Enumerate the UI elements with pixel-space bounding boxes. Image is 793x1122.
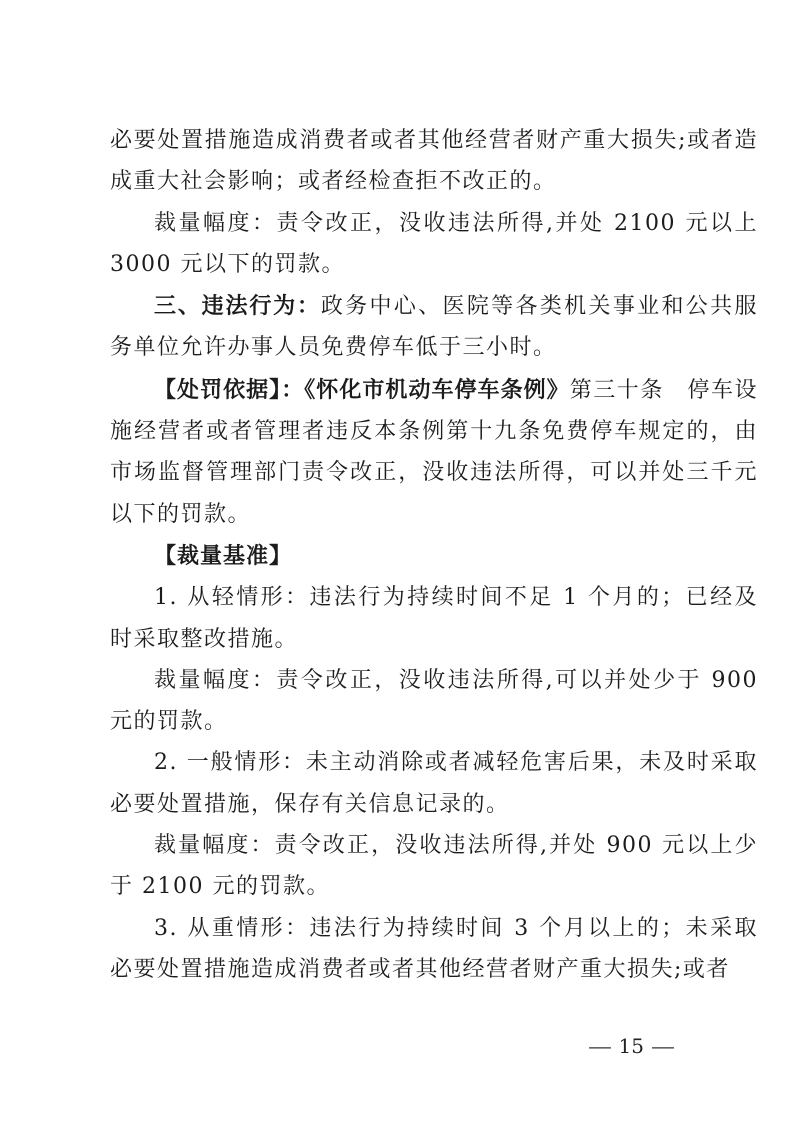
paragraph <box>110 285 758 369</box>
paragraph <box>110 825 758 908</box>
paragraph-text-segment: 裁量幅度：责令改正，没收违法所得,可以并处少于 900 元的罚款。 <box>110 667 758 735</box>
footer-left-dash: — <box>587 1034 612 1058</box>
paragraph <box>110 577 758 660</box>
paragraph-text-segment: 3. 从重情形：违法行为持续时间 3 个月以上的；未采取必要处置措施造成消费者或者其他经营者财产重大损失;或者 <box>110 915 758 982</box>
paragraph <box>110 203 758 286</box>
page-footer <box>581 1032 682 1060</box>
paragraph-bold-segment: 三、违法行为： <box>154 293 321 319</box>
paragraph-text-segment: 1. 从轻情形：违法行为持续时间不足 1 个月的；已经及时采取整改措施。 <box>110 585 758 652</box>
paragraph-text-segment: 必要处置措施造成消费者或者其他经营者财产重大损失;或者造成重大社会影响；或者经检查拒不改正的。 <box>110 128 758 195</box>
paragraph <box>110 369 758 535</box>
paragraph-text-segment: 2. 一般情形：未主动消除或者减轻危害后果，未及时采取必要处置措施，保存有关信息记录的。 <box>110 750 758 817</box>
paragraph-text-segment: 裁量幅度：责令改正，没收违法所得,并处 900 元以上少于 2100 元的罚款。 <box>110 833 758 900</box>
paragraph <box>110 908 758 991</box>
paragraph <box>110 535 758 577</box>
paragraph-bold-segment: 【裁量基准】 <box>154 542 293 568</box>
paragraph-bold-segment: 【处罚依据】：《怀化市机动车停车条例》 <box>154 376 570 402</box>
paragraph-text-segment: 第三十条 停车设施经营者或者管理者违反本条例第十九条免费停车规定的，由市场监督管理部门责令改正，没收违法所得，可以并处三千元以下的罚款。 <box>110 377 758 527</box>
paragraph <box>110 120 758 203</box>
paragraph <box>110 742 758 825</box>
paragraph <box>110 660 758 743</box>
footer-right-dash: — <box>651 1034 675 1058</box>
page-number: 15 <box>618 1034 644 1058</box>
paragraph-text-segment: 政务中心、医院等各类机关事业和公共服务单位允许办事人员免费停车低于三小时。 <box>110 294 758 361</box>
document-body <box>110 120 758 990</box>
paragraph-text-segment: 裁量幅度：责令改正，没收违法所得,并处 2100 元以上 3000 元以下的罚款。 <box>110 210 758 277</box>
